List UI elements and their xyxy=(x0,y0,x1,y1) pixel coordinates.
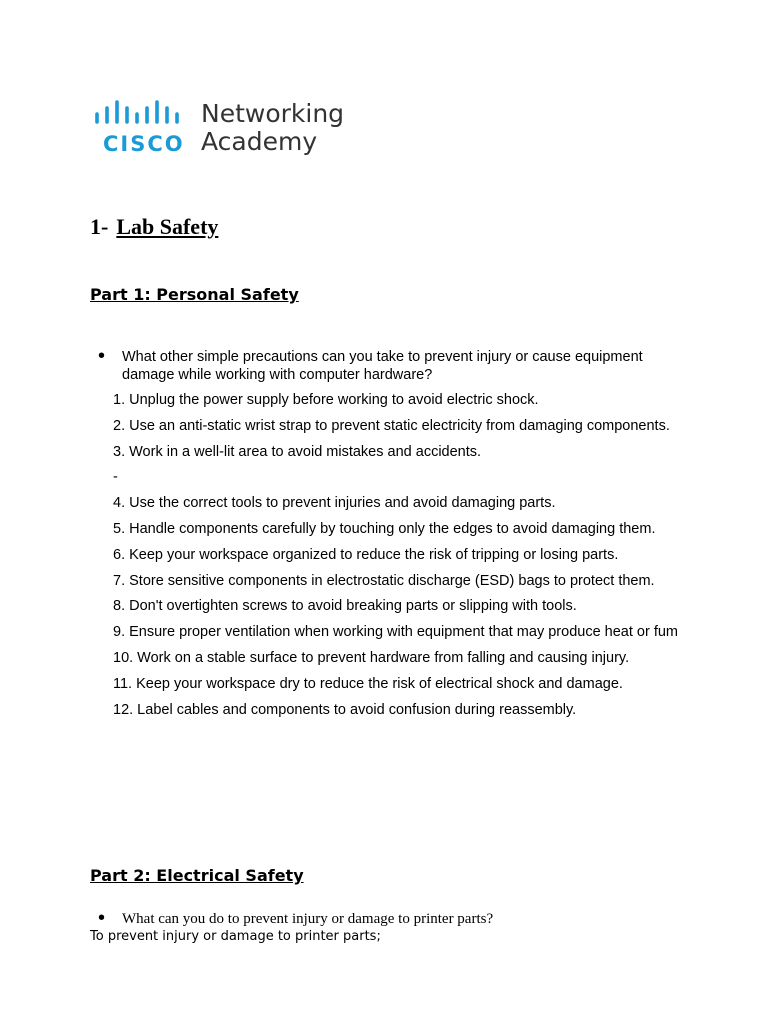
list-item: 2. Use an anti-static wrist strap to prevent static electricity from damaging components. xyxy=(113,417,670,434)
part1-heading: Part 1: Personal Safety xyxy=(90,285,299,304)
list-item: 11. Keep your workspace dry to reduce the risk of electrical shock and damage. xyxy=(113,675,623,692)
part2-question: What can you do to prevent injury or damage to printer parts? xyxy=(122,911,494,927)
list-item: 7. Store sensitive components in electrostatic discharge (ESD) bags to protect them. xyxy=(113,572,655,589)
list-item: 4. Use the correct tools to prevent injuries and avoid damaging parts. xyxy=(113,495,556,512)
list-item: - xyxy=(113,469,118,486)
part1-question: What other simple precautions can you take to prevent injury or cause equipment damage while working with computer hardware? xyxy=(122,349,643,383)
cisco-networking-academy-logo xyxy=(95,100,345,160)
part1-answer-list xyxy=(113,391,693,726)
part2-heading: Part 2: Electrical Safety xyxy=(90,866,304,885)
list-item: 1. Unplug the power supply before working to avoid electric shock. xyxy=(113,392,539,408)
bullet-icon: • xyxy=(98,345,106,367)
bullet-icon: • xyxy=(98,907,106,929)
list-item: 6. Keep your workspace organized to reduce the risk of tripping or losing parts. xyxy=(113,546,619,563)
logo-networking-text: Networking xyxy=(201,99,345,128)
list-item: 10. Work on a stable surface to prevent hardware from falling and causing injury. xyxy=(113,649,630,666)
cisco-bridge-icon xyxy=(95,100,187,128)
list-item: 9. Ensure proper ventilation when working with equipment that may produce heat or fum xyxy=(113,624,679,641)
cisco-wordmark: CISCO xyxy=(103,132,185,156)
list-item: 12. Label cables and components to avoid confusion during reassembly. xyxy=(113,701,577,718)
list-item: 8. Don't overtighten screws to avoid breaking parts or slipping with tools. xyxy=(113,598,577,615)
list-item: 3. Work in a well-lit area to avoid mistakes and accidents. xyxy=(113,443,482,460)
section-number: 1- xyxy=(90,214,109,239)
part2-note: To prevent injury or damage to printer parts; xyxy=(90,929,381,944)
section-heading xyxy=(90,212,218,242)
list-item: 5. Handle components carefully by touching only the edges to avoid damaging them. xyxy=(113,520,656,537)
section-title: Lab Safety xyxy=(116,214,219,239)
logo-academy-text: Academy xyxy=(201,127,318,156)
